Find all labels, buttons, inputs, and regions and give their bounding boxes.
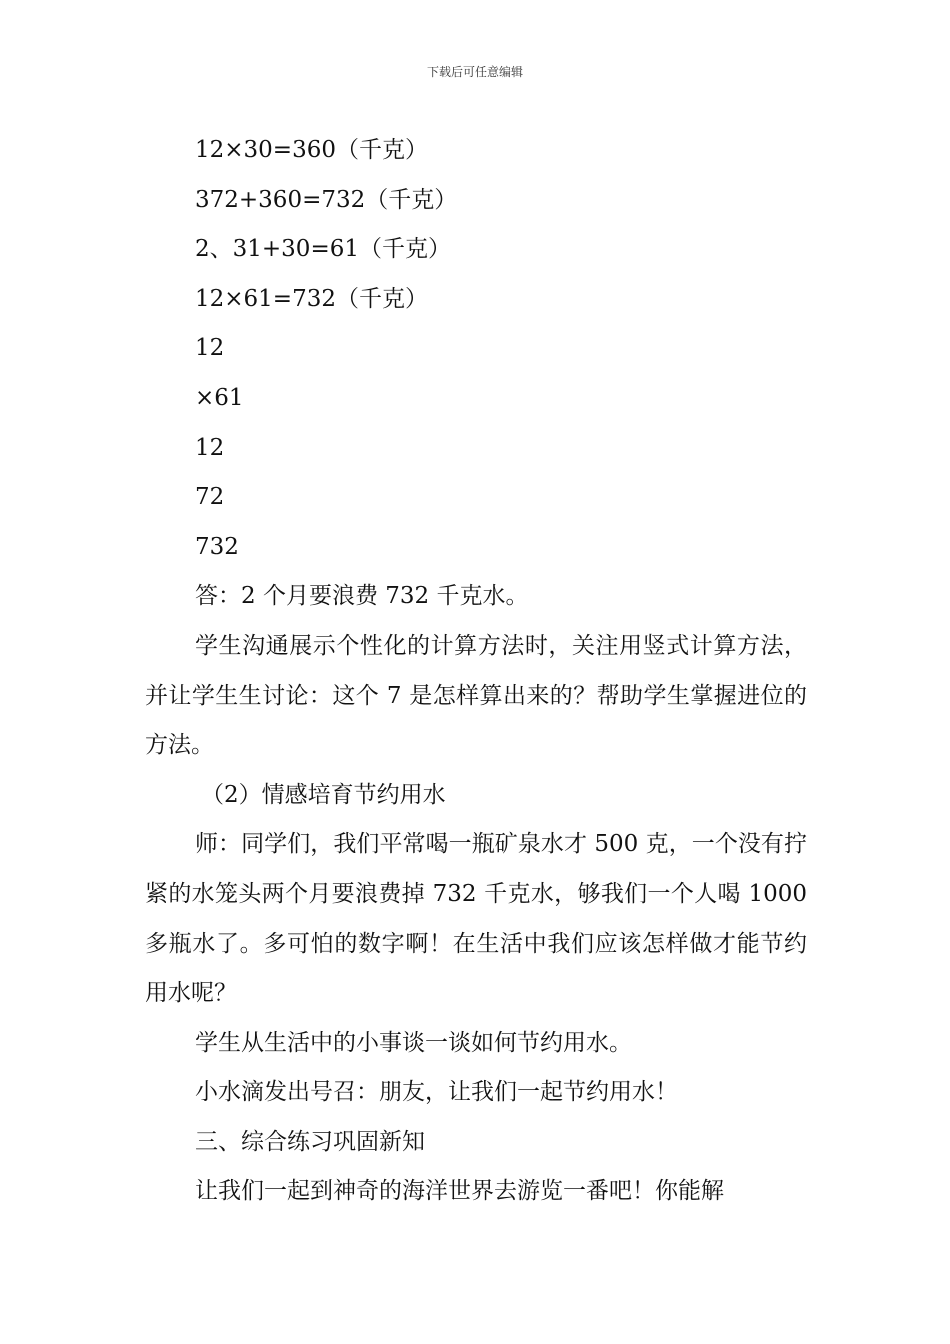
line-last: 让我们一起到神奇的海洋世界去游览一番吧！你能解 — [195, 1178, 724, 1205]
calc-line-3: 2、31+30=61（千克） — [195, 236, 451, 263]
paragraph-teacher: 师：同学们，我们平常喝一瓶矿泉水才 500 克，一个没有拧紧的水笼头两个月要浪费掉 732 千克水，够我们一个人喝 1000 多瓶水了。多可怕的数字啊！在生活中我们应该怎样做才能节约用水呢？ — [145, 831, 807, 1007]
document-body — [145, 126, 807, 1217]
line-students: 学生从生活中的小事谈一谈如何节约用水。 — [195, 1029, 632, 1056]
vertical-calc-partial-1: 12 — [195, 434, 225, 461]
vertical-calc-multiplicand: 12 — [195, 335, 225, 362]
vertical-calc-result: 732 — [195, 533, 239, 560]
paragraph-method: 学生沟通展示个性化的计算方法时，关注用竖式计算方法，并让学生生讨论：这个 7 是怎样算出来的？帮助学生掌握进位的方法。 — [145, 632, 807, 759]
line-call: 小水滴发出号召：朋友，让我们一起节约用水！ — [195, 1079, 678, 1106]
section-heading: 三、综合练习巩固新知 — [195, 1128, 425, 1155]
page-header: 下载后可任意编辑 — [426, 65, 523, 79]
calc-line-4: 12×61=732（千克） — [195, 285, 428, 312]
subheading-emotion: （2）情感培育节约用水 — [201, 781, 446, 808]
calc-line-1: 12×30=360（千克） — [195, 137, 428, 163]
vertical-calc-partial-2: 72 — [195, 484, 225, 511]
vertical-calc-multiplier: ×61 — [195, 384, 244, 411]
calc-line-2: 372+360=732（千克） — [195, 186, 458, 213]
answer-line: 答：2 个月要浪费 732 千克水。 — [195, 583, 529, 610]
